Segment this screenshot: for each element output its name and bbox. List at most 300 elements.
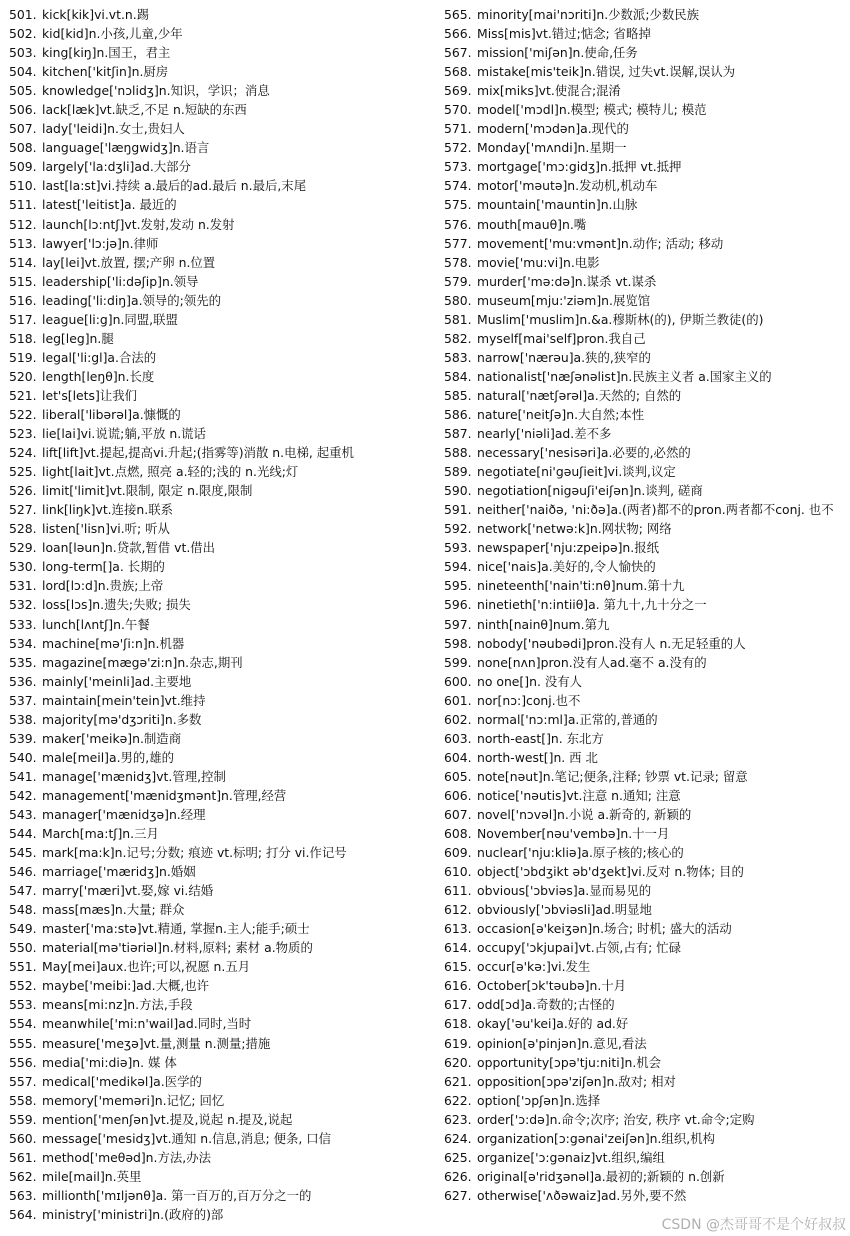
entry-text: nationalist['næʃənəlist]n.民族主义者 a.国家主义的 [477, 368, 772, 384]
vocab-entry [9, 176, 439, 195]
entry-number: 584. [444, 368, 472, 384]
entry-text: media['mi:diə]n. 媒 体 [42, 1054, 177, 1070]
entry-number: 600. [444, 673, 472, 689]
vocab-entry [444, 919, 844, 938]
entry-text: normal['nɔ:ml]a.正常的,普通的 [477, 711, 658, 727]
entry-text: ninetieth['n:intiiθ]a. 第九十,九十分之一 [477, 597, 707, 613]
entry-text: minority[mai'nɔriti]n.少数派;少数民族 [477, 7, 700, 22]
entry-number: 548. [9, 902, 37, 918]
entry-number: 608. [444, 826, 472, 842]
entry-text: light[lait]vt.点燃, 照亮 a.轻的;浅的 n.光线;灯 [42, 464, 299, 480]
vocab-entry [444, 843, 844, 862]
vocab-entry [9, 900, 439, 919]
entry-text: long-term[]a. 长期的 [42, 559, 165, 575]
entry-number: 527. [9, 502, 37, 518]
entry-number: 528. [9, 521, 37, 537]
entry-text: mountain['mauntin]n.山脉 [477, 197, 638, 213]
entry-text: movie['mu:vi]n.电影 [477, 254, 600, 270]
entry-text: negotiate[ni'gəuʃieit]vi.谈判,议定 [477, 464, 676, 480]
vocab-entry [9, 157, 439, 176]
vocab-entry [9, 234, 439, 253]
entry-text: lie[lai]vi.说谎;躺,平放 n.谎话 [42, 426, 206, 442]
entry-text: organization[ɔ:gənai'zeiʃən]n.组织,机构 [477, 1130, 715, 1146]
entry-number: 516. [9, 292, 37, 308]
vocab-entry [444, 729, 844, 748]
vocab-entry [444, 119, 844, 138]
entry-number: 614. [444, 940, 472, 956]
entry-number: 592. [444, 521, 472, 537]
entry-number: 513. [9, 235, 37, 251]
vocab-entry [9, 615, 439, 634]
entry-number: 566. [444, 26, 472, 42]
entry-number: 502. [9, 26, 37, 42]
entry-text: maybe['meibi:]ad.大概,也许 [42, 978, 210, 994]
entry-text: marry['mæri]vt.娶,嫁 vi.结婚 [42, 883, 214, 899]
vocab-entry [444, 424, 844, 443]
vocab-entry [9, 786, 439, 805]
entry-number: 599. [444, 654, 472, 670]
entry-number: 541. [9, 768, 37, 784]
vocab-entry [9, 1072, 439, 1091]
entry-text: mortgage['mɔ:gidʒ]n.抵押 vt.抵押 [477, 159, 682, 175]
entry-number: 623. [444, 1111, 472, 1127]
vocab-entry [9, 81, 439, 100]
entry-text: knowledge['nɔlidʒ]n.知识，学识；消息 [42, 83, 270, 99]
vocab-entry [9, 62, 439, 81]
vocab-entry [9, 1034, 439, 1053]
vocab-entry [9, 576, 439, 595]
entry-text: Muslim['muslim]n.&a.穆斯林(的), 伊斯兰教徒(的) [477, 311, 764, 327]
entry-number: 519. [9, 349, 37, 365]
entry-number: 596. [444, 597, 472, 613]
entry-text: lord[lɔ:d]n.贵族;上帝 [42, 578, 164, 594]
vocab-entry [9, 138, 439, 157]
vocab-entry [9, 462, 439, 481]
entry-number: 564. [9, 1206, 37, 1222]
entry-number: 578. [444, 254, 472, 270]
vocab-entry [444, 786, 844, 805]
vocab-entry [444, 1091, 844, 1110]
entry-text: original[ə'ridʒənəl]a.最初的;新颖的 n.创新 [477, 1168, 725, 1184]
vocab-entry [9, 843, 439, 862]
entry-number: 543. [9, 806, 37, 822]
entry-number: 553. [9, 997, 37, 1013]
entry-text: leading['li:diŋ]a.领导的;领先的 [42, 292, 222, 308]
entry-number: 525. [9, 464, 37, 480]
entry-number: 542. [9, 787, 37, 803]
vocab-entry [9, 767, 439, 786]
vocab-entry [444, 1148, 844, 1167]
entry-text: natural['nætʃərəl]a.天然的; 自然的 [477, 387, 682, 403]
watermark: CSDN @杰哥哥不是个好叔叔 [661, 1217, 846, 1233]
entry-text: mile[mail]n.英里 [42, 1168, 142, 1184]
entry-number: 507. [9, 121, 37, 137]
vocab-entry [9, 329, 439, 348]
entry-number: 534. [9, 635, 37, 651]
entry-text: murder['mə:də]n.谋杀 vt.谋杀 [477, 273, 657, 289]
entry-number: 620. [444, 1054, 472, 1070]
vocab-entry [444, 500, 844, 519]
entry-number: 626. [444, 1168, 472, 1184]
entry-text: lawyer['lɔ:jə]n.律师 [42, 235, 159, 251]
entry-number: 529. [9, 540, 37, 556]
entry-number: 508. [9, 140, 37, 156]
entry-text: nature['neitʃə]n.大自然;本性 [477, 406, 645, 422]
entry-text: nineteenth['nain'ti:nθ]num.第十九 [477, 578, 685, 594]
entry-number: 618. [444, 1016, 472, 1032]
entry-text: opposition[ɔpə'ziʃən]n.敌对; 相对 [477, 1073, 676, 1089]
entry-text: modern['mɔdən]a.现代的 [477, 121, 629, 137]
entry-number: 533. [9, 616, 37, 632]
vocab-entry [9, 976, 439, 995]
vocab-entry [444, 405, 844, 424]
entry-number: 547. [9, 883, 37, 899]
vocab-entry [9, 500, 439, 519]
entry-text: note[nəut]n.笔记;便条,注释; 钞票 vt.记录; 留意 [477, 768, 748, 784]
entry-number: 509. [9, 159, 37, 175]
entry-number: 558. [9, 1092, 37, 1108]
entry-text: organize['ɔ:gənaiz]vt.组织,编组 [477, 1149, 665, 1165]
entry-text: leadership['li:dəʃip]n.领导 [42, 273, 199, 289]
entry-number: 537. [9, 692, 37, 708]
vocab-entry [444, 43, 844, 62]
vocab-entry [9, 729, 439, 748]
entry-number: 619. [444, 1035, 472, 1051]
entry-number: 526. [9, 483, 37, 499]
vocab-entry [9, 557, 439, 576]
entry-number: 511. [9, 197, 37, 213]
entry-number: 540. [9, 749, 37, 765]
vocab-entry [9, 1129, 439, 1148]
entry-text: message['mesidʒ]vt.通知 n.信息,消息; 便条, 口信 [42, 1130, 332, 1146]
vocab-entry [444, 538, 844, 557]
entry-number: 579. [444, 273, 472, 289]
entry-number: 606. [444, 787, 472, 803]
entry-text: model['mɔdl]n.模型; 模式; 模特儿; 模范 [477, 102, 707, 118]
vocab-entry [444, 138, 844, 157]
entry-number: 581. [444, 311, 472, 327]
entry-number: 555. [9, 1035, 37, 1051]
entry-number: 580. [444, 292, 472, 308]
entry-text: measure['meʒə]vt.量,测量 n.测量;措施 [42, 1035, 271, 1051]
vocab-entry [9, 405, 439, 424]
entry-number: 521. [9, 387, 37, 403]
vocab-entry [444, 481, 844, 500]
entry-number: 563. [9, 1187, 37, 1203]
vocab-entry [444, 215, 844, 234]
entry-text: marriage['mæridʒ]n.婚姻 [42, 864, 196, 880]
entry-number: 546. [9, 864, 37, 880]
entry-text: Miss[mis]vt.错过;惦念; 省略掉 [477, 26, 651, 42]
vocab-entry [444, 462, 844, 481]
entry-number: 574. [444, 178, 472, 194]
entry-text: mass[mæs]n.大量; 群众 [42, 902, 185, 918]
entry-number: 518. [9, 330, 37, 346]
vocab-entry [9, 481, 439, 500]
vocab-entry [9, 1167, 439, 1186]
entry-text: master['ma:stə]vt.精通, 掌握n.主人;能手;硕士 [42, 921, 310, 937]
entry-number: 505. [9, 83, 37, 99]
entry-number: 506. [9, 102, 37, 118]
entry-text: lack[læk]vt.缺乏,不足 n.短缺的东西 [42, 102, 247, 118]
entry-text: machine[mə'ʃi:n]n.机器 [42, 635, 185, 651]
vocab-entry [444, 1053, 844, 1072]
entry-text: mix[miks]vt.使混合;混淆 [477, 83, 621, 99]
entry-number: 503. [9, 45, 37, 61]
entry-text: mouth[mauθ]n.嘴 [477, 216, 587, 232]
vocab-entry [444, 272, 844, 291]
entry-text: November[nəu'vembə]n.十一月 [477, 826, 670, 842]
vocab-entry [9, 1205, 439, 1224]
vocab-entry [444, 1072, 844, 1091]
vocab-entry [444, 805, 844, 824]
entry-text: ninth[nainθ]num.第九 [477, 616, 610, 632]
vocab-entry [444, 1014, 844, 1033]
entry-number: 570. [444, 102, 472, 118]
vocab-entry [9, 1110, 439, 1129]
right-column [444, 5, 844, 1205]
entry-number: 565. [444, 7, 472, 22]
entry-text: manage['mænidʒ]vt.管理,控制 [42, 768, 226, 784]
vocab-entry [444, 672, 844, 691]
entry-number: 501. [9, 7, 37, 22]
vocab-entry [444, 576, 844, 595]
vocab-entry [444, 1110, 844, 1129]
vocab-entry [444, 557, 844, 576]
vocab-entry [444, 1129, 844, 1148]
entry-text: liberal['libərəl]a.慷慨的 [42, 406, 181, 422]
entry-text: leg[leg]n.腿 [42, 330, 114, 346]
entry-text: nobody['nəubədi]pron.没有人 n.无足轻重的人 [477, 635, 746, 651]
entry-number: 610. [444, 864, 472, 880]
entry-number: 609. [444, 845, 472, 861]
vocab-entry [444, 62, 844, 81]
entry-text: management['mænidʒmənt]n.管理,经营 [42, 787, 287, 803]
entry-number: 504. [9, 64, 37, 80]
vocab-entry [444, 957, 844, 976]
entry-number: 586. [444, 406, 472, 422]
entry-text: nearly['niəli]ad.差不多 [477, 426, 612, 442]
vocab-entry [9, 919, 439, 938]
entry-number: 531. [9, 578, 37, 594]
vocab-entry [9, 691, 439, 710]
entry-number: 575. [444, 197, 472, 213]
entry-text: network['netwə:k]n.网状物; 网络 [477, 521, 672, 537]
entry-number: 591. [444, 502, 472, 518]
vocab-entry [9, 348, 439, 367]
entry-text: north-east[]n. 东北方 [477, 730, 604, 746]
vocab-entry [9, 119, 439, 138]
vocab-entry [9, 272, 439, 291]
entry-text: negotiation[nigəuʃi'eiʃən]n.谈判, 磋商 [477, 483, 703, 499]
entry-text: lay[lei]vt.放置, 摆;产卵 n.位置 [42, 254, 216, 270]
entry-number: 605. [444, 768, 472, 784]
entry-text: medical['medikəl]a.医学的 [42, 1073, 202, 1089]
entry-number: 615. [444, 959, 472, 975]
vocab-entry [9, 1186, 439, 1205]
vocab-entry [444, 157, 844, 176]
vocab-entry [9, 1014, 439, 1033]
entry-number: 612. [444, 902, 472, 918]
entry-text: necessary['nesisəri]a.必要的,必然的 [477, 445, 691, 461]
entry-text: lunch[lʌntʃ]n.午餐 [42, 616, 150, 632]
entry-number: 567. [444, 45, 472, 61]
vocab-entry [9, 653, 439, 672]
vocab-entry [9, 424, 439, 443]
entry-text: memory['meməri]n.记忆; 回忆 [42, 1092, 225, 1108]
entry-text: okay['əu'kei]a.好的 ad.好 [477, 1016, 629, 1032]
entry-number: 514. [9, 254, 37, 270]
entry-text: millionth['mɪljənθ]a. 第一百万的,百万分之一的 [42, 1187, 312, 1203]
vocab-entry [9, 957, 439, 976]
vocab-entry [444, 615, 844, 634]
vocab-entry [9, 253, 439, 272]
entry-number: 569. [444, 83, 472, 99]
entry-text: link[liŋk]vt.连接n.联系 [42, 502, 173, 518]
entry-text: majority[mə'dʒɔriti]n.多数 [42, 711, 202, 727]
entry-number: 535. [9, 654, 37, 670]
entry-number: 573. [444, 159, 472, 175]
entry-number: 625. [444, 1149, 472, 1165]
vocab-entry [9, 1148, 439, 1167]
vocab-entry [444, 24, 844, 43]
entry-number: 576. [444, 216, 472, 232]
vocab-entry [444, 1186, 844, 1205]
entry-number: 530. [9, 559, 37, 575]
entry-text: lady['leidi]n.女士,贵妇人 [42, 121, 185, 137]
entry-text: magazine[mægə'zi:n]n.杂志,期刊 [42, 654, 243, 670]
entry-number: 556. [9, 1054, 37, 1070]
vocab-entry [9, 634, 439, 653]
vocab-entry [9, 386, 439, 405]
entry-number: 577. [444, 235, 472, 251]
entry-text: mention['menʃən]vt.提及,说起 n.提及,说起 [42, 1111, 293, 1127]
entry-text: motor['məutə]n.发动机,机动车 [477, 178, 658, 194]
entry-text: mistake[mis'teik]n.错误, 过失vt.误解,误认为 [477, 64, 736, 80]
entry-number: 536. [9, 673, 37, 689]
entry-text: novel['nɔvəl]n.小说 a.新奇的, 新颖的 [477, 806, 692, 822]
vocab-entry [9, 291, 439, 310]
entry-number: 539. [9, 730, 37, 746]
entry-text: museum[mju:'ziəm]n.展览馆 [477, 292, 651, 308]
vocab-entry [9, 443, 439, 462]
entry-text: Monday['mʌndi]n.星期一 [477, 140, 627, 156]
entry-number: 549. [9, 921, 37, 937]
entry-text: latest['leitist]a. 最近的 [42, 197, 177, 213]
vocab-entry [444, 386, 844, 405]
entry-number: 582. [444, 330, 472, 346]
entry-number: 601. [444, 692, 472, 708]
entry-text: largely['la:dʒli]ad.大部分 [42, 159, 191, 175]
vocab-entry [444, 995, 844, 1014]
entry-number: 594. [444, 559, 472, 575]
vocab-entry [9, 215, 439, 234]
entry-text: material[mə'tiəriəl]n.材料,原料; 素材 a.物质的 [42, 940, 313, 956]
entry-number: 517. [9, 311, 37, 327]
entry-text: manager['mænidʒə]n.经理 [42, 806, 206, 822]
entry-text: opinion[ə'pinjən]n.意见,看法 [477, 1035, 647, 1051]
entry-text: option['ɔpʃən]n.选择 [477, 1092, 601, 1108]
entry-text: movement['mu:vmənt]n.动作; 活动; 移动 [477, 235, 724, 251]
entry-number: 603. [444, 730, 472, 746]
entry-text: nor[nɔ:]conj.也不 [477, 692, 581, 708]
entry-number: 551. [9, 959, 37, 975]
vocab-entry [9, 710, 439, 729]
vocab-entry [444, 938, 844, 957]
vocab-entry [444, 310, 844, 329]
entry-text: odd[ɔd]a.奇数的;古怪的 [477, 997, 615, 1013]
vocab-entry [9, 862, 439, 881]
entry-text: occupy['ɔkjupai]vt.占领,占有; 忙碌 [477, 940, 682, 956]
vocab-entry [9, 1053, 439, 1072]
entry-text: obviously['ɔbviəsli]ad.明显地 [477, 902, 652, 918]
entry-text: launch[lɔ:ntʃ]vt.发射,发动 n.发射 [42, 216, 235, 232]
vocab-entry [444, 367, 844, 386]
entry-text: north-west[]n. 西 北 [477, 749, 598, 765]
entry-text: narrow['nærəu]a.狭的,狭窄的 [477, 349, 651, 365]
entry-number: 616. [444, 978, 472, 994]
vocab-entry [444, 653, 844, 672]
vocab-entry [444, 195, 844, 214]
entry-text: neither['naiðə, 'ni:ðə]a.(两者)都不的pron.两者都不conj. 也不 [477, 502, 834, 518]
entry-text: order['ɔ:də]n.命令;次序; 治安, 秩序 vt.命令;定购 [477, 1111, 755, 1127]
vocab-entry [444, 976, 844, 995]
entry-text: object['ɔbdʒikt əb'dʒekt]vi.反对 n.物体; 目的 [477, 864, 744, 880]
vocab-entry [9, 5, 439, 24]
vocab-entry [444, 329, 844, 348]
entry-number: 554. [9, 1016, 37, 1032]
vocab-entry [444, 767, 844, 786]
entry-number: 571. [444, 121, 472, 137]
entry-number: 598. [444, 635, 472, 651]
entry-number: 560. [9, 1130, 37, 1146]
entry-number: 621. [444, 1073, 472, 1089]
vocab-entry [444, 81, 844, 100]
entry-number: 583. [444, 349, 472, 365]
entry-text: kid[kid]n.小孩,儿童,少年 [42, 26, 183, 42]
vocab-entry [9, 195, 439, 214]
entry-text: listen['lisn]vi.听; 听从 [42, 521, 170, 537]
entry-number: 545. [9, 845, 37, 861]
entry-text: male[meil]a.男的,雄的 [42, 749, 175, 765]
entry-text: maintain[mein'tein]vt.维持 [42, 692, 206, 708]
vocab-entry [9, 805, 439, 824]
vocab-entry [9, 881, 439, 900]
vocab-entry [9, 995, 439, 1014]
vocab-entry [9, 538, 439, 557]
entry-number: 520. [9, 368, 37, 384]
entry-number: 617. [444, 997, 472, 1013]
entry-number: 607. [444, 806, 472, 822]
entry-number: 510. [9, 178, 37, 194]
entry-text: limit['limit]vt.限制, 限定 n.限度,限制 [42, 483, 253, 499]
entry-number: 544. [9, 826, 37, 842]
entry-number: 515. [9, 273, 37, 289]
left-column [9, 5, 439, 1224]
entry-text: mark[ma:k]n.记号;分数; 痕迹 vt.标明; 打分 vi.作记号 [42, 845, 347, 861]
entry-number: 572. [444, 140, 472, 156]
entry-text: none[nʌn]pron.没有人ad.毫不 a.没有的 [477, 654, 707, 670]
entry-text: let's[lets]让我们 [42, 387, 138, 403]
vocab-entry [444, 100, 844, 119]
vocab-entry [444, 291, 844, 310]
entry-text: occasion[ə'keiʒən]n.场合; 时机; 盛大的活动 [477, 921, 732, 937]
entry-text: May[mei]aux.也许;可以,祝愿 n.五月 [42, 959, 251, 975]
vocab-entry [9, 519, 439, 538]
vocab-entry [444, 881, 844, 900]
vocab-entry [444, 519, 844, 538]
entry-text: October[ɔk'təubə]n.十月 [477, 978, 627, 994]
